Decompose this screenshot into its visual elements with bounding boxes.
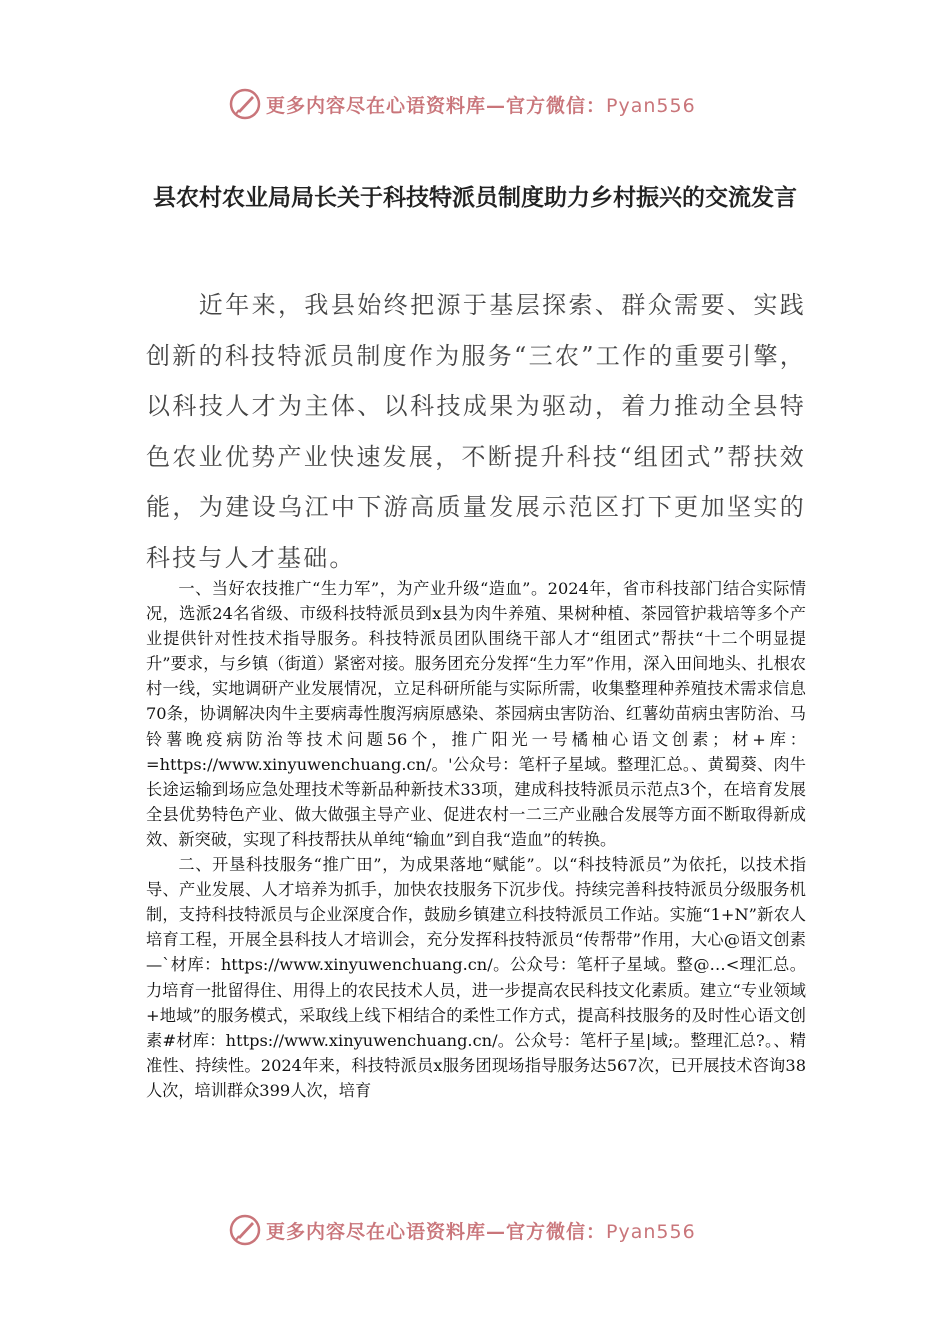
body-text <box>146 576 806 1103</box>
intro-paragraph: 近年来，我县始终把源于基层探索、群众需要、实践创新的科技特派员制度作为服务“三农”工作的重要引擎，以科技人才为主体、以科技成果为驱动，着力推动全县特色农业优势产业快速发展，不断提升科技“组团式”帮扶效能，为建设乌江中下游高质量发展示范区打下更加坚实的科技与人才基础。 <box>146 291 806 572</box>
quill-logo-icon <box>228 87 262 121</box>
quill-logo-icon <box>228 1213 262 1247</box>
paragraph-2: 二、开垦科技服务“推广田”，为成果落地“赋能”。以“科技特派员”为依托，以技术指导、产业发展、人才培养为抓手，加快农技服务下沉步伐。持续完善科技特派员分级服务机制，支持科技特派员与企业深度合作，鼓励乡镇建立科技特派员工作站。实施“1+N”新农人培育工程，开展全县科技人才培训会，充分发挥科技特派员“传帮带”作用，大心@语文创素—`材库：https://www.xinyuwenchuang.cn/。公众号：笔杆子星域。整@…<理汇总。力培育一批留得住、用得上的农民技术人员，进一步提高农民科技文化素质。建立“专业领域+地域”的服务模式，采取线上线下相结合的柔性工作方式，提高科技服务的及时性心语文创素#材库：https://www.xinyuwenchuang.cn/。公众号：笔杆子星|域;。整理汇总?。、精准性、持续性。2024年来，科技特派员x服务团现场指导服务达567次，已开展技术咨询38人次，培训群众399人次，培育 <box>146 855 806 1100</box>
header-watermark <box>228 84 696 124</box>
paragraph-1: 一、当好农技推广“生力军”，为产业升级“造血”。2024年，省市科技部门结合实际情况，选派24名省级、市级科技特派员到x县为肉牛养殖、果树种植、茶园管护栽培等多个产业提供针对性技术指导服务。科技特派员团队围绕干部人才“组团式”帮扶“十二个明显提升”要求，与乡镇（街道）紧密对接。服务团充分发挥“生力军”作用，深入田间地头、扎根农村一线，实地调研产业发展情况，立足科研所能与实际所需，收集整理种养殖技术需求信息70条，协调解决肉牛主要病毒性腹泻病原感染、茶园病虫害防治、红薯幼苗病虫害防治、马铃薯晚疫病防治等技术问题56个，推广阳光一号橘柚心语文创素；材+库：=https://www.xinyuwenchuang.cn/。'公众号：笔杆子星域。整理汇总。、黄蜀葵、肉牛长途运输到场应急处理技术等新品种新技术33项，建成科技特派员示范点3个，在培育发展全县优势特色产业、做大做强主导产业、促进农村一二三产业融合发展等方面不断取得新成效、新突破，实现了科技帮扶从单纯“输血”到自我“造血”的转换。 <box>146 579 806 849</box>
watermark-text: 更多内容尽在心语资料库—官方微信：Pyan556 <box>266 94 696 117</box>
footer-watermark <box>228 1210 696 1250</box>
watermark-text: 更多内容尽在心语资料库—官方微信：Pyan556 <box>266 1220 696 1243</box>
page-title: 县农村农业局局长关于科技特派员制度助力乡村振兴的交流发言 <box>153 185 797 211</box>
